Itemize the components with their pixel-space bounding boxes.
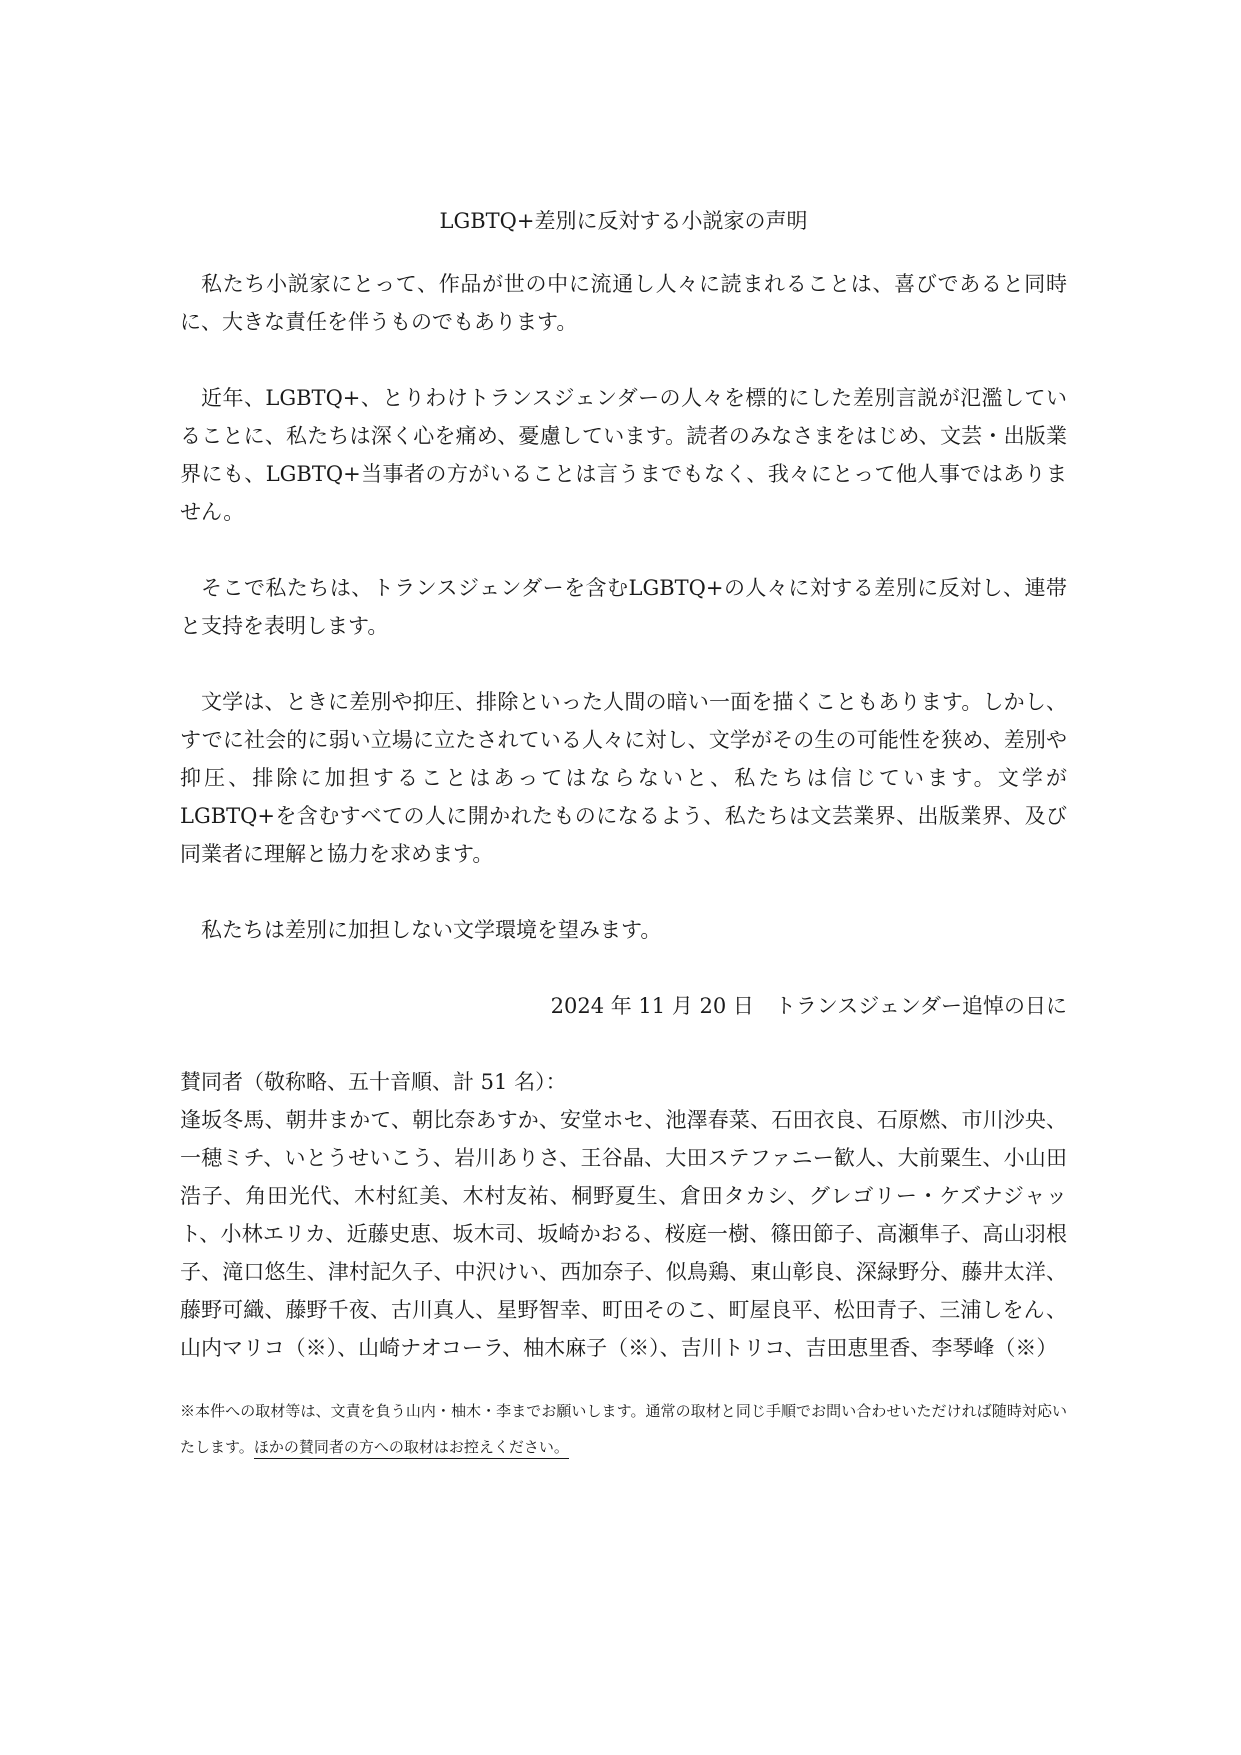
supporters-list: 逢坂冬馬、朝井まかて、朝比奈あすか、安堂ホセ、池澤春菜、石田衣良、石原燃、市川沙央、一穂ミチ、いとうせいこう、岩川ありさ、王谷晶、大田ステファニー歓人、大前粟生、小山田浩子、角田光代、木村紅美、木村友祐、桐野夏生、倉田タカシ、グレゴリー・ケズナジャット、小林エリカ、近藤史恵、坂木司、坂崎かおる、桜庭一樹、篠田節子、高瀬隼子、高山羽根子、滝口悠生、津村記久子、中沢けい、西加奈子、似鳥鶏、東山彰良、深緑野分、藤井太洋、藤野可織、藤野千夜、古川真人、星野智幸、町田そのこ、町屋良平、松田青子、三浦しをん、山内マリコ（※）、山崎ナオコーラ、柚木麻子（※）、吉川トリコ、吉田恵里香、李琴峰（※） — [180, 1108, 1067, 1360]
paragraph-2: 近年、LGBTQ+、とりわけトランスジェンダーの人々を標的にした差別言説が氾濫していることに、私たちは深く心を痛め、憂慮しています。読者のみなさまをはじめ、文芸・出版業界にも、LGBTQ+当事者の方がいることは言うまでもなく、我々にとって他人事ではありません。 — [180, 386, 1067, 524]
paragraph-5: 私たちは差別に加担しない文学環境を望みます。 — [201, 918, 662, 942]
supporters-section — [180, 1063, 1067, 1367]
paragraph-1: 私たち小説家にとって、作品が世の中に流通し人々に読まれることは、喜びであると同時に、大きな責任を伴うものでもあります。 — [180, 272, 1067, 334]
press-note — [180, 1393, 1067, 1465]
paragraph-4: 文学は、ときに差別や抑圧、排除といった人間の暗い一面を描くこともあります。しかし、すでに社会的に弱い立場に立たされている人々に対し、文学がその生の可能性を狭め、差別や抑圧、排除に加担することはあってはならないと、私たちは信じています。文学がLGBTQ+を含むすべての人に開かれたものになるよう、私たちは文芸業界、出版業界、及び同業者に理解と協力を求めます。 — [180, 690, 1067, 866]
statement-document — [180, 205, 1067, 1465]
paragraph-3: そこで私たちは、トランスジェンダーを含むLGBTQ+の人々に対する差別に反対し、連帯と支持を表明します。 — [180, 576, 1067, 638]
document-title: LGBTQ+差別に反対する小説家の声明 — [439, 209, 808, 233]
date-line: 2024 年 11 月 20 日 トランスジェンダー追悼の日に — [550, 994, 1067, 1018]
press-note-main: ※本件への取材等は、文責を負う山内・柚木・李までお願いします。通常の取材と同じ手順でお問い合わせいただければ随時対応いたします。 — [180, 1402, 1067, 1456]
supporters-heading: 賛同者（敬称略、五十音順、計 51 名）： — [180, 1070, 567, 1094]
press-note-underlined: ほかの賛同者の方への取材はお控えください。 — [254, 1438, 569, 1459]
